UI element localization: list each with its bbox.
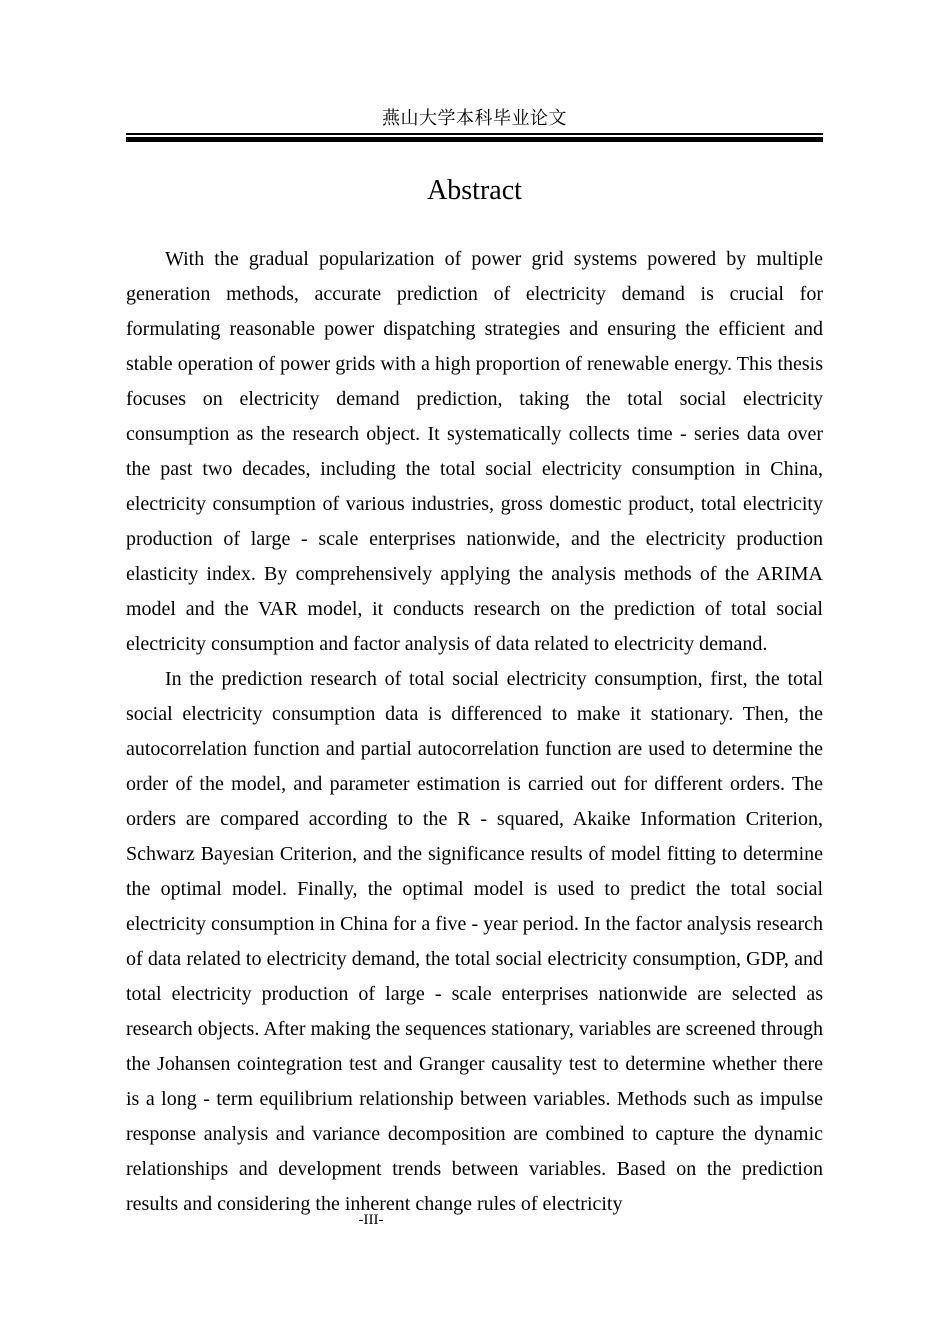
page-number: -III- xyxy=(358,1212,384,1228)
header-running-title: 燕山大学本科毕业论文 xyxy=(382,108,567,128)
abstract-body xyxy=(126,242,823,1222)
abstract-paragraph-2: In the prediction research of total social electricity consumption, first, the total social electricity consumption data is differenced to make it stationary. Then, the autocorrelation function and partial autocorrelation function are used to determine the order of the model, and parameter estimation is carried out for different orders. The orders are compared according to the R - squared, Akaike Information Criterion, Schwarz Bayesian Criterion, and the significance results of model fitting to determine the optimal model. Finally, the optimal model is used to predict the total social electricity consumption in China for a five - year period. In the factor analysis research of data related to electricity demand, the total social electricity consumption, GDP, and total electricity production of large - scale enterprises nationwide are selected as research objects. After making the sequences stationary, variables are screened through the Johansen cointegration test and Granger causality test to determine whether there is a long - term equilibrium relationship between variables. Methods such as impulse response analysis and variance decomposition are combined to capture the dynamic relationships and development trends between variables. Based on the prediction results and considering the inherent change rules of electricity xyxy=(126,668,823,1215)
abstract-paragraph-1: With the gradual popularization of power grid systems powered by multiple generation methods, accurate prediction of electricity demand is crucial for formulating reasonable power dispatching strategies and ensuring the efficient and stable operation of power grids with a high proportion of renewable energy. This thesis focuses on electricity demand prediction, taking the total social electricity consumption as the research object. It systematically collects time - series data over the past two decades, including the total social electricity consumption in China, electricity consumption of various industries, gross domestic product, total electricity production of large - scale enterprises nationwide, and the electricity production elasticity index. By comprehensively applying the analysis methods of the ARIMA model and the VAR model, it conducts research on the prediction of total social electricity consumption and factor analysis of data related to electricity demand. xyxy=(126,248,823,655)
header-double-rule xyxy=(126,133,823,142)
page-title: Abstract xyxy=(427,175,522,206)
